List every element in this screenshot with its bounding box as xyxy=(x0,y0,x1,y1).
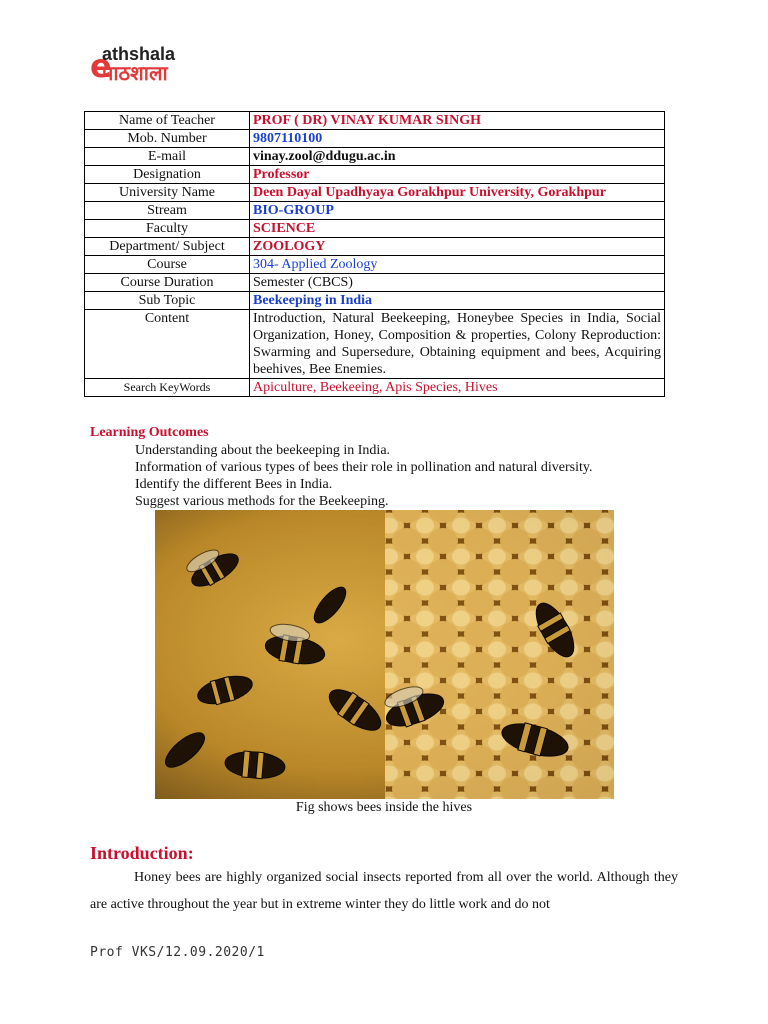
info-key: Course Duration xyxy=(85,274,250,292)
learning-outcomes-title: Learning Outcomes xyxy=(90,425,209,440)
learning-outcome-item: Understanding about the beekeeping in India. xyxy=(135,443,391,458)
introduction-heading: Introduction: xyxy=(90,843,194,863)
learning-outcome-item: Identify the different Bees in India. xyxy=(135,477,333,492)
info-table-row xyxy=(85,238,665,256)
info-table-row xyxy=(85,130,665,148)
info-key: Sub Topic xyxy=(85,292,250,310)
epathshala-logo xyxy=(90,44,230,88)
info-table-row xyxy=(85,184,665,202)
info-value: Apiculture, Beekeeing, Apis Species, Hives xyxy=(250,379,665,397)
info-value: SCIENCE xyxy=(250,220,665,238)
course-info-table xyxy=(84,111,665,397)
info-value: 304- Applied Zoology xyxy=(250,256,665,274)
info-key: Faculty xyxy=(85,220,250,238)
logo-e: e xyxy=(90,47,112,85)
info-value: BIO-GROUP xyxy=(250,202,665,220)
figure-caption xyxy=(0,800,768,816)
info-key: Search KeyWords xyxy=(85,379,250,397)
info-key: Mob. Number xyxy=(85,130,250,148)
info-key: Designation xyxy=(85,166,250,184)
info-table-row xyxy=(85,310,665,379)
learning-outcome-item: Information of various types of bees their role in pollination and natural diversity. xyxy=(135,460,593,475)
info-value: Introduction, Natural Beekeeping, Honeybee Species in India, Social Organization, Honey, Composition & properties, Colony Reproduction: Swarming and Supersedure, Obtaining equipment and bees, Acquiring beehives, Bee Enemies. xyxy=(250,310,665,379)
info-value: 9807110100 xyxy=(250,130,665,148)
info-value: Deen Dayal Upadhyaya Gorakhpur University, Gorakhpur xyxy=(250,184,665,202)
info-key: University Name xyxy=(85,184,250,202)
info-table-row xyxy=(85,292,665,310)
info-key: Content xyxy=(85,310,250,379)
bees-in-hive-photo xyxy=(155,510,614,799)
info-value: Semester (CBCS) xyxy=(250,274,665,292)
info-table-row xyxy=(85,256,665,274)
info-value: ZOOLOGY xyxy=(250,238,665,256)
info-key: Name of Teacher xyxy=(85,112,250,130)
logo-latin: athshala xyxy=(102,44,176,64)
info-table-row xyxy=(85,379,665,397)
info-key: Stream xyxy=(85,202,250,220)
info-key: Course xyxy=(85,256,250,274)
logo-devanagari: पाठशाला xyxy=(102,61,168,85)
info-key: E-mail xyxy=(85,148,250,166)
introduction-paragraph: Honey bees are highly organized social insects reported from all over the world. Although they are active throughout the year but in extreme winter they do little work and do not xyxy=(90,870,678,912)
info-value: vinay.zool@ddugu.ac.in xyxy=(250,148,665,166)
info-value: Professor xyxy=(250,166,665,184)
figure-caption-text: Fig shows bees inside the hives xyxy=(295,800,473,815)
info-table-row xyxy=(85,202,665,220)
info-table-row xyxy=(85,148,665,166)
info-table-row xyxy=(85,166,665,184)
page-footer: Prof VKS/12.09.2020/1 xyxy=(90,945,265,960)
learning-outcome-item: Suggest various methods for the Beekeeping. xyxy=(135,494,389,509)
info-value: Beekeeping in India xyxy=(250,292,665,310)
info-table-row xyxy=(85,112,665,130)
info-value: PROF ( DR) VINAY KUMAR SINGH xyxy=(250,112,665,130)
learning-outcomes-list xyxy=(135,442,592,510)
info-table-row xyxy=(85,220,665,238)
info-table-row xyxy=(85,274,665,292)
info-key: Department/ Subject xyxy=(85,238,250,256)
